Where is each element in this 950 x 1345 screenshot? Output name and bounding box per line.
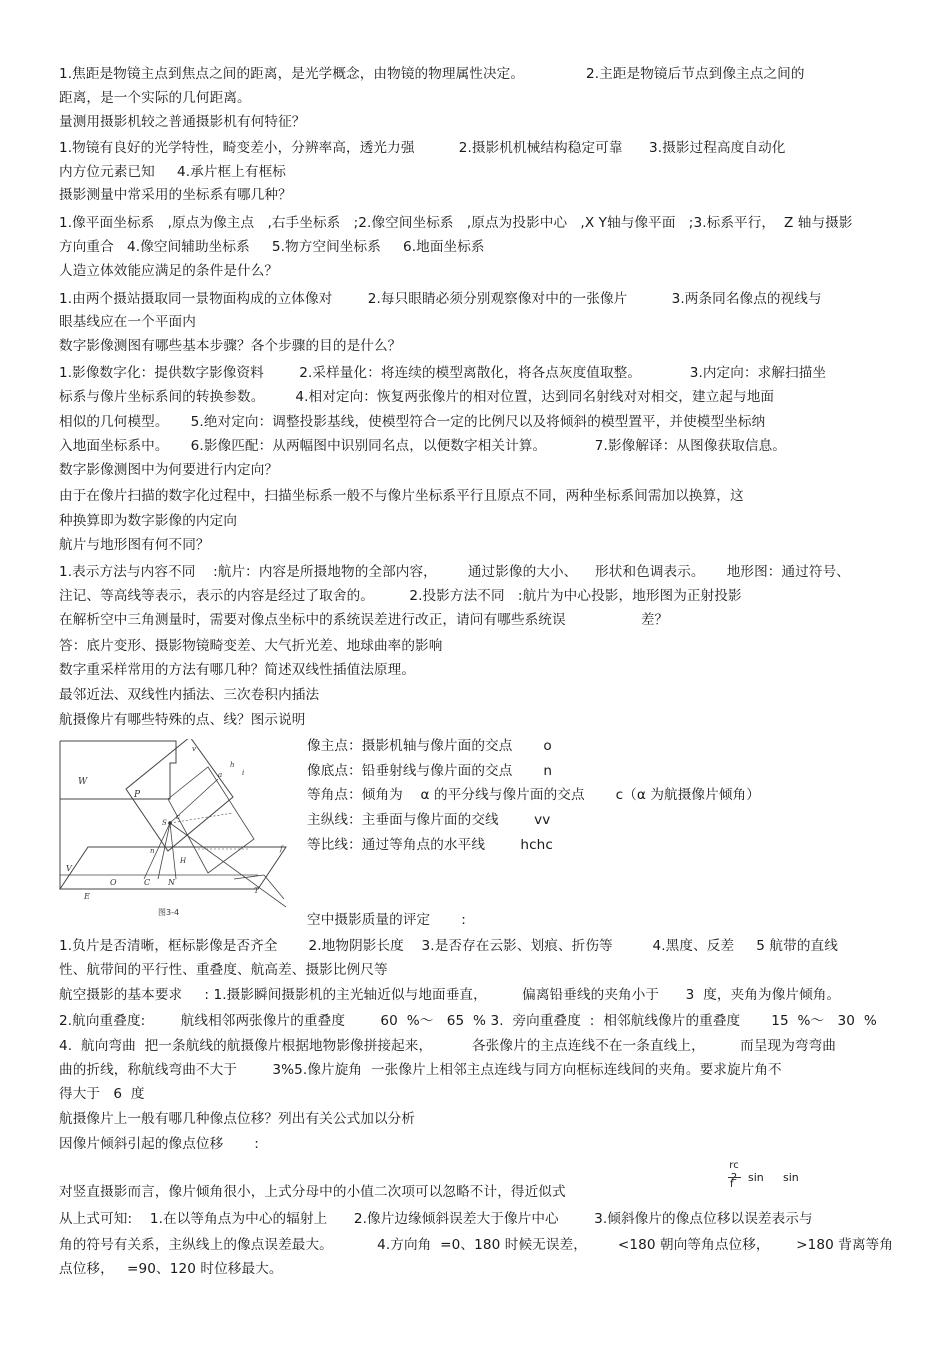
question-heading: 在解析空中三角测量时，需要对像点坐标中的系统误差进行改正，请问有哪些系统误 差？ xyxy=(59,612,669,628)
special-point-line: 等角点：倾角为 α 的平分线与像片面的交点 c（α 为航摄像片倾角） xyxy=(307,787,760,803)
text-line: 4. 航向弯曲 把一条航线的航摄像片根据地物影像拼接起来， 各张像片的主点连线不在一条直线上， 而呈现为弯弯曲 xyxy=(59,1038,837,1054)
text-line: 入地面坐标系中。 6.影像匹配：从两幅图中识别同名点，以便数字相关计算。 7.影像解译：从图像获取信息。 xyxy=(59,438,786,454)
text-line: 得大于 6 度 xyxy=(59,1086,145,1102)
question-heading: 摄影测量中常采用的坐标系有哪几种？ xyxy=(59,187,292,203)
figure-label: N xyxy=(168,878,175,887)
text-line: 距离，是一个实际的几何距离。 xyxy=(59,90,251,106)
text-line: 1.像平面坐标系 ,原点为像主点 ,右手坐标系 ;2.像空间坐标系 ,原点为投影中心 ,X Y轴与像平面 ;3.标系平行， Z 轴与摄影 xyxy=(59,215,853,231)
text-line: 眼基线应在一个平面内 xyxy=(59,314,196,330)
figure-label: c xyxy=(176,813,180,821)
figure-label: i xyxy=(242,769,245,777)
question-heading: 数字影像测图中为何要进行内定向？ xyxy=(59,462,279,478)
aerial-photo-geometry-figure xyxy=(58,739,292,919)
question-heading: 航摄像片上一般有哪几种像点位移？列出有关公式加以分析 xyxy=(59,1111,416,1127)
text-line: 曲的折线，称航线弯曲不大于 3%5.像片旋角 一张像片上相邻主点连线与同方向框标连线间的夹角。要求旋片角不 xyxy=(59,1062,782,1078)
figure-label: v xyxy=(192,745,196,753)
special-point-line: 主纵线：主垂面与像片面的交线 vv xyxy=(307,812,551,828)
figure-label: a xyxy=(218,771,223,779)
formula-term: sin xyxy=(748,1171,764,1184)
text-line: 最邻近法、双线性内插法、三次卷积内插法 xyxy=(59,687,320,703)
figure-label: f xyxy=(280,845,283,853)
formula-denominator: f xyxy=(730,1179,734,1190)
text-line: 种换算即为数字影像的内定向 xyxy=(59,513,238,529)
text-line: 方向重合 4.像空间辅助坐标系 5.物方空间坐标系 6.地面坐标系 xyxy=(59,239,485,255)
figure-label: n xyxy=(150,847,155,855)
text-line: 1.物镜有良好的光学特性，畸变差小，分辨率高，透光力强 2.摄影机机械结构稳定可靠 3.摄影过程高度自动化 xyxy=(59,140,786,156)
question-heading: 数字重采样常用的方法有哪几种？简述双线性插值法原理。 xyxy=(59,662,416,678)
question-heading: 航片与地形图有何不同？ xyxy=(59,537,210,553)
formula-numerator: rc 2 xyxy=(729,1160,739,1183)
text-line: 由于在像片扫描的数字化过程中，扫描坐标系一般不与像片坐标系平行且原点不同，两种坐标系间需加以换算，这 xyxy=(59,488,744,504)
text-line: 1.表示方法与内容不同 :航片：内容是所摄地物的全部内容， 通过影像的大小、 形状和色调表示。 地形图：通过符号、 xyxy=(59,564,850,580)
text-line: 1.焦距是物镜主点到焦点之间的距离，是光学概念，由物镜的物理属性决定。 2.主距是物镜后节点到像主点之间的 xyxy=(59,66,805,82)
figure-label: T xyxy=(254,887,259,895)
figure-label: E xyxy=(84,892,90,901)
text-line: 性、航带间的平行性、重叠度、航高差、摄影比例尺等 xyxy=(59,962,388,978)
figure-label: S xyxy=(162,819,167,827)
special-point-line: 像底点：铅垂射线与像片面的交点 n xyxy=(307,763,553,779)
text-line: 内方位元素已知 4.承片框上有框标 xyxy=(59,164,286,180)
text-line: 1.负片是否清晰，框标影像是否齐全 2.地物阴影长度 3.是否存在云影、划痕、折伤等 4.黑度、反差 5 航带的直线 xyxy=(59,938,838,954)
question-heading: 航摄像片有哪些特殊的点、线？图示说明 xyxy=(59,712,306,728)
text-line: 因像片倾斜引起的像点位移 : xyxy=(59,1136,259,1152)
figure-label: P xyxy=(134,790,141,800)
question-heading: 人造立体效能应满足的条件是什么？ xyxy=(59,263,279,279)
question-heading: 空中摄影质量的评定 : xyxy=(307,912,466,928)
text-line: 1.影像数字化：提供数字影像资料 2.采样量化：将连续的模型离散化，将各点灰度值取整。 3.内定向：求解扫描坐 xyxy=(59,365,827,381)
formula-term: sin xyxy=(783,1171,799,1184)
figure-label: W xyxy=(78,777,88,787)
tilt-displacement-formula xyxy=(727,1158,817,1198)
text-line: 从上式可知: 1.在以等角点为中心的辐射上 2.像片边缘倾斜误差大于像片中心 3.倾斜像片的像点位移以误差表示与 xyxy=(59,1211,813,1227)
special-point-line: 等比线：通过等角点的水平线 hchc xyxy=(307,837,553,853)
figure-label: h xyxy=(230,761,235,769)
figure-caption: 图3-4 xyxy=(158,908,180,917)
text-line: 点位移， =90、120 时位移最大。 xyxy=(59,1261,283,1277)
text-line: 对竖直摄影而言，像片倾角很小，上式分母中的小值二次项可以忽略不计，得近似式 xyxy=(59,1184,566,1200)
figure-label: H xyxy=(180,857,187,865)
text-line: 注记、等高线等表示，表示的内容是经过了取舍的。 2.投影方法不同 :航片为中心投影，地形图为正射投影 xyxy=(59,588,742,604)
question-heading: 数字影像测图有哪些基本步骤？各个步骤的目的是什么？ xyxy=(59,338,402,354)
text-line: 标系与像片坐标系间的转换参数。 4.相对定向：恢复两张像片的相对位置，达到同名射线对对相交，建立起与地面 xyxy=(59,389,775,405)
text-line: 相似的几何模型。 5.绝对定向：调整投影基线，使模型符合一定的比例尺以及将倾斜的模型置平，并使模型坐标纳 xyxy=(59,414,766,430)
text-line: 2.航向重叠度: 航线相邻两张像片的重叠度 60 %～ 65 % 3. 旁向重叠度 : 相邻航线像片的重叠度 15 %～ 30 % xyxy=(59,1013,877,1029)
figure-label: O xyxy=(110,878,117,887)
figure-label: C xyxy=(144,878,151,887)
text-line: 1.由两个摄站摄取同一景物面构成的立体像对 2.每只眼睛必须分别观察像对中的一张像片 3.两条同名像点的视线与 xyxy=(59,291,822,307)
text-line: 角的符号有关系，主纵线上的像点误差最大。 4.方向角 =0、180 时候无误差， <180 朝向等角点位移， >180 背离等角 xyxy=(59,1237,894,1253)
text-line: 答：底片变形、摄影物镜畸变差、大气折光差、地球曲率的影响 xyxy=(59,638,443,654)
question-heading: 量测用摄影机较之普通摄影机有何特征？ xyxy=(59,114,306,130)
figure-label: V xyxy=(66,864,72,873)
text-line: 航空摄影的基本要求 : 1.摄影瞬间摄影机的主光轴近似与地面垂直， 偏离铅垂线的夹角小于 3 度，夹角为像片倾角。 xyxy=(59,987,841,1003)
special-point-line: 像主点：摄影机轴与像片面的交点 o xyxy=(307,738,552,754)
